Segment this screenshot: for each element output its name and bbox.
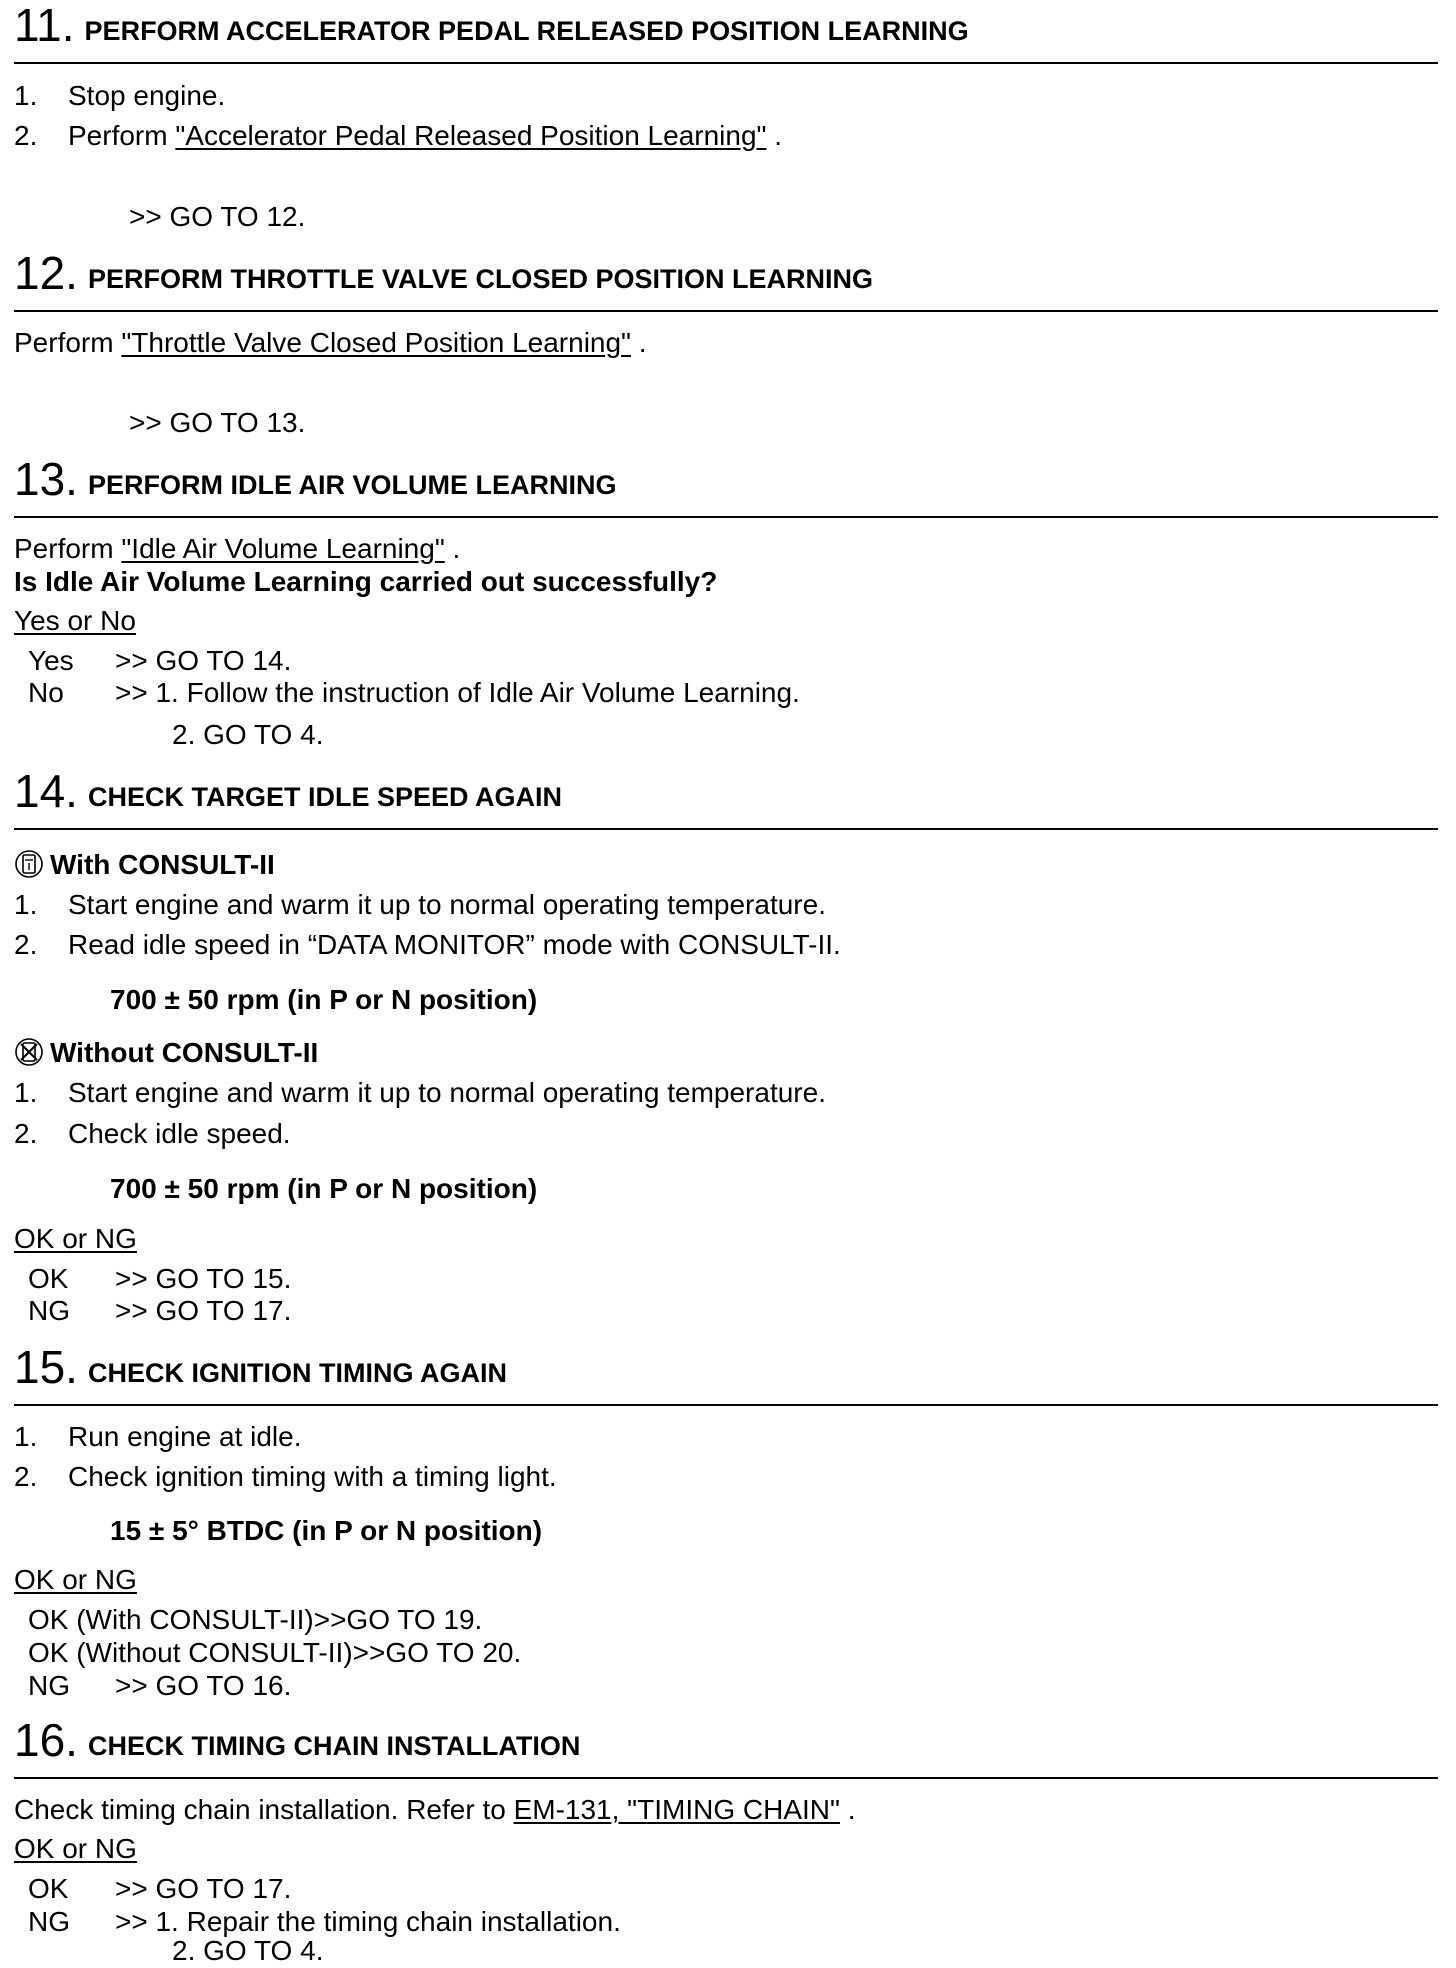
list-item: 2. Check ignition timing with a timing light. <box>14 1461 557 1492</box>
step-number: 16 <box>14 1714 66 1766</box>
spec-value: 700 ± 50 rpm (in P or N position) <box>110 984 538 1015</box>
paragraph: Check timing chain installation. Refer to EM-131, "TIMING CHAIN" . <box>14 1794 856 1825</box>
step-15 <box>14 1342 1438 1406</box>
list-item: 1. Start engine and warm it up to normal operating temperature. <box>14 1077 826 1108</box>
without-consult-heading: Without CONSULT-II <box>14 1036 318 1070</box>
paragraph: Perform "Throttle Valve Closed Position Learning" . <box>14 327 647 358</box>
step-title: PERFORM THROTTLE VALVE CLOSED POSITION LEARNING <box>87 264 873 294</box>
step-title: CHECK IGNITION TIMING AGAIN <box>87 1358 507 1388</box>
step-16 <box>14 1715 1438 1779</box>
step-13 <box>14 454 1438 518</box>
spec-value: 700 ± 50 rpm (in P or N position) <box>110 1173 538 1204</box>
judgement-label: OK or NG <box>14 1223 137 1254</box>
step-12 <box>14 248 1438 312</box>
judgement-label: OK or NG <box>14 1564 137 1595</box>
result-row: OK >> GO TO 17. <box>28 1873 292 1904</box>
list-item: 1. Run engine at idle. <box>14 1421 302 1452</box>
step-12-header: 12 . PERFORM THROTTLE VALVE CLOSED POSITION LEARNING <box>14 248 1438 312</box>
timing-chain-link[interactable]: EM-131, "TIMING CHAIN" <box>513 1794 840 1825</box>
step-13-header: 13 . PERFORM IDLE AIR VOLUME LEARNING <box>14 454 1438 518</box>
result-row: NG >> GO TO 17. <box>28 1295 292 1326</box>
list-item: 2. Read idle speed in “DATA MONITOR” mode with CONSULT-II. <box>14 929 841 960</box>
goto-text: >> GO TO 13. <box>129 407 306 438</box>
step-16-header: 16 . CHECK TIMING CHAIN INSTALLATION <box>14 1715 1438 1779</box>
result-row: NG >> 1. Repair the timing chain installation. <box>28 1906 621 1937</box>
step-number: 12 <box>14 247 66 299</box>
result-row: OK (Without CONSULT-II)>>GO TO 20. <box>28 1637 522 1668</box>
result-row: NG >> GO TO 16. <box>28 1670 292 1701</box>
list-item: 1. Start engine and warm it up to normal operating temperature. <box>14 889 826 920</box>
judgement-label: Yes or No <box>14 605 136 636</box>
result-row: OK (With CONSULT-II)>>GO TO 19. <box>28 1604 483 1635</box>
judgement-label: OK or NG <box>14 1833 137 1864</box>
step-title: CHECK TARGET IDLE SPEED AGAIN <box>87 782 562 812</box>
paragraph: Perform "Idle Air Volume Learning" . <box>14 533 461 564</box>
spec-value: 15 ± 5° BTDC (in P or N position) <box>110 1515 543 1546</box>
question: Is Idle Air Volume Learning carried out successfully? <box>14 566 718 597</box>
result-row: No >> 1. Follow the instruction of Idle Air Volume Learning. <box>28 677 800 708</box>
no-consult-icon <box>14 1037 44 1067</box>
step-11 <box>14 0 1438 64</box>
step-14-header: 14 . CHECK TARGET IDLE SPEED AGAIN <box>14 766 1438 830</box>
with-consult-heading: With CONSULT-II <box>14 848 275 882</box>
step-number: 15 <box>14 1341 66 1393</box>
list-item: 1. Stop engine. <box>14 80 226 111</box>
step-number: 13 <box>14 453 66 505</box>
result-row-cont: 2. GO TO 4. <box>172 719 324 750</box>
goto-text: >> GO TO 12. <box>129 201 306 232</box>
result-row-cont: 2. GO TO 4. <box>172 1935 324 1966</box>
list-item: 2. Check idle speed. <box>14 1118 291 1149</box>
accelerator-pedal-learning-link[interactable]: "Accelerator Pedal Released Position Learning" <box>175 120 767 151</box>
idle-air-volume-learning-link[interactable]: "Idle Air Volume Learning" <box>121 533 445 564</box>
step-number: 14 <box>14 765 66 817</box>
result-row: OK >> GO TO 15. <box>28 1263 292 1294</box>
step-title: PERFORM ACCELERATOR PEDAL RELEASED POSITION LEARNING <box>84 16 969 46</box>
result-row: Yes >> GO TO 14. <box>28 645 292 676</box>
step-title: CHECK TIMING CHAIN INSTALLATION <box>87 1731 581 1761</box>
list-item: 2. Perform "Accelerator Pedal Released Position Learning" . <box>14 120 783 151</box>
step-title: PERFORM IDLE AIR VOLUME LEARNING <box>87 470 617 500</box>
step-15-header: 15 . CHECK IGNITION TIMING AGAIN <box>14 1342 1438 1406</box>
consult-icon <box>14 849 44 879</box>
step-11-header: 11 . PERFORM ACCELERATOR PEDAL RELEASED POSITION LEARNING <box>14 0 1438 64</box>
step-number: 11 <box>14 0 62 51</box>
throttle-valve-learning-link[interactable]: "Throttle Valve Closed Position Learning" <box>121 327 631 358</box>
step-14 <box>14 766 1438 830</box>
